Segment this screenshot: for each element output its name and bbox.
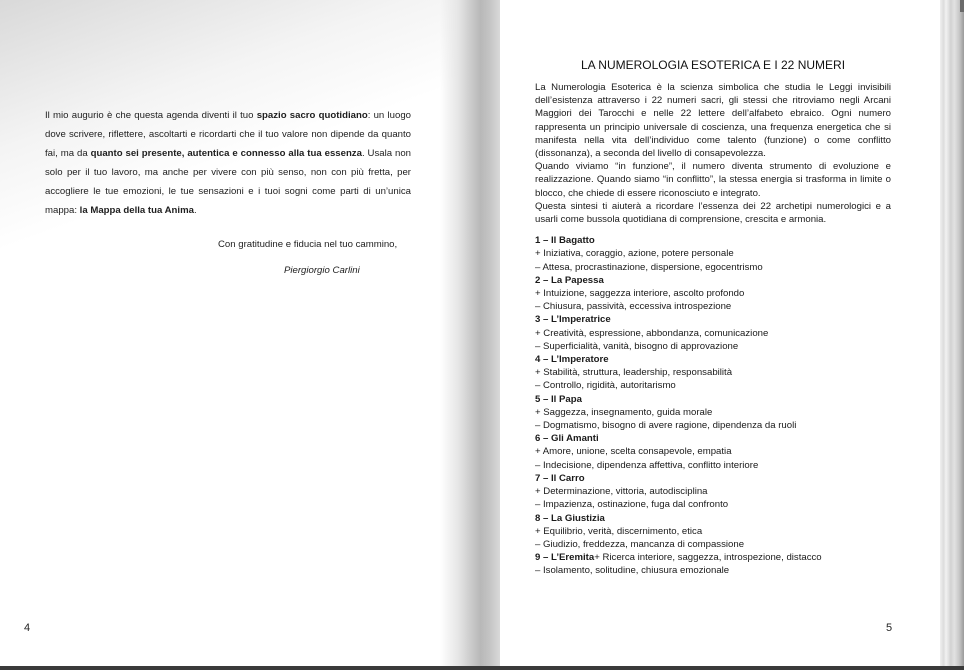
- right-column: [535, 58, 891, 578]
- arcana-heading: 6 – Gli Amanti: [535, 433, 599, 445]
- arcana-positive: + Iniziativa, coraggio, azione, potere personale: [535, 248, 734, 260]
- arcana-positive: + Equilibrio, verità, discernimento, etica: [535, 525, 703, 537]
- author-signature: Piergiorgio Carlini: [284, 265, 360, 276]
- page-title: LA NUMEROLOGIA ESOTERICA E I 22 NUMERI: [580, 58, 846, 72]
- dedication-emphasis: quanto sei presente, autentica e connesso alla tua essenza: [90, 148, 362, 159]
- page-number-left: 4: [24, 622, 31, 634]
- intro-text: [535, 81, 891, 226]
- arcana-negative: – Superficialità, vanità, bisogno di approvazione: [535, 340, 739, 352]
- arcana-negative: – Giudizio, freddezza, mancanza di compassione: [535, 538, 745, 550]
- arcana-positive: + Ricerca interiore, saggezza, introspezione, distacco: [594, 552, 822, 564]
- page-number-right: 5: [886, 622, 893, 634]
- dedication-text: . Usala non solo per il tuo lavoro, ma anche per vivere con più senso, non con più fretta, per accogliere le tue emozioni, le tue sensazioni e i tuoi sogni come parti di un’unica mappa:: [45, 148, 412, 216]
- dedication-text: .: [193, 205, 197, 216]
- arcana-negative: – Indecisione, dipendenza affettiva, conflitto interiore: [535, 459, 759, 471]
- arcana-positive: + Stabilità, struttura, leadership, responsabilità: [535, 367, 733, 379]
- arcana-positive: + Intuizione, saggezza interiore, ascolto profondo: [535, 288, 745, 300]
- closing-line: Con gratitudine e fiducia nel tuo cammino,: [218, 239, 398, 250]
- page-edges: [940, 0, 964, 666]
- arcana-negative: – Chiusura, passività, eccessiva introspezione: [535, 301, 732, 313]
- intro-paragraph: Questa sintesi ti aiuterà a ricordare l’essenza dei 22 archetipi numerologici e a usarli come bussola quotidiana di comprensione, crescita e armonia.: [535, 200, 891, 226]
- arcana-positive: + Amore, unione, scelta consapevole, empatia: [535, 446, 732, 458]
- arcana-heading: 9 – L’Eremita: [535, 552, 595, 564]
- arcana-heading: 7 – Il Carro: [535, 472, 585, 484]
- arcana-positive: + Determinazione, vittoria, autodisciplina: [535, 486, 708, 498]
- arcana-negative: – Impazienza, ostinazione, fuga dal confronto: [535, 499, 729, 511]
- background-bar: [0, 666, 964, 670]
- intro-paragraph: Quando viviamo “in funzione”, il numero diventa strumento di evoluzione e realizzazione. Quando siamo “in conflitto”, la stessa energia si trasforma in limite o blocco, che chiede di essere riconosciuto e integrato.: [535, 161, 891, 199]
- arcana-negative: – Isolamento, solitudine, chiusura emozionale: [535, 565, 730, 577]
- arcana-list: [535, 234, 891, 577]
- arcana-heading: 5 – Il Papa: [535, 393, 582, 405]
- arcana-heading: 1 – Il Bagatto: [535, 235, 595, 247]
- arcana-negative: – Dogmatismo, bisogno di avere ragione, dipendenza da ruoli: [535, 420, 797, 432]
- arcana-positive: + Saggezza, insegnamento, guida morale: [535, 406, 713, 418]
- dedication-emphasis: spazio sacro quotidiano: [256, 110, 368, 121]
- left-column: [45, 106, 411, 277]
- arcana-entry-inline: [535, 551, 891, 564]
- dedication-emphasis: la Mappa della tua Anima: [79, 205, 194, 216]
- intro-paragraph: La Numerologia Esoterica è la scienza simbolica che studia le Leggi invisibili dell’esistenza attraverso i 22 numeri sacri, gli stessi che ritroviamo negli Arcani Maggiori dei Tarocchi e nelle 22 lettere dell’alfabeto ebraico. Ogni numero rappresenta un principio universale di coscienza, una frequenza energetica che si manifesta nella vita dell’individuo come talento (funzione) o come conflitto (dissonanza), a seconda del livello di consapevolezza.: [535, 82, 891, 160]
- arcana-positive: + Creatività, espressione, abbondanza, comunicazione: [535, 327, 769, 339]
- arcana-negative: – Attesa, procrastinazione, dispersione, egocentrismo: [535, 261, 763, 273]
- arcana-negative: – Controllo, rigidità, autoritarismo: [535, 380, 676, 392]
- dedication-text: : un luogo dove scrivere, riflettere, ascoltarti e ricordarti che il tuo valore non dipende da quanto fai, ma da: [45, 110, 411, 159]
- dedication-text: Il mio augurio è che questa agenda diventi il tuo: [45, 110, 257, 121]
- dedication-paragraph: [45, 106, 411, 220]
- arcana-heading: 3 – L’Imperatrice: [535, 314, 611, 326]
- arcana-heading: 2 – La Papessa: [535, 274, 604, 286]
- left-page: [0, 0, 470, 666]
- arcana-heading: 8 – La Giustizia: [535, 512, 605, 524]
- arcana-heading: 4 – L’Imperatore: [535, 354, 609, 366]
